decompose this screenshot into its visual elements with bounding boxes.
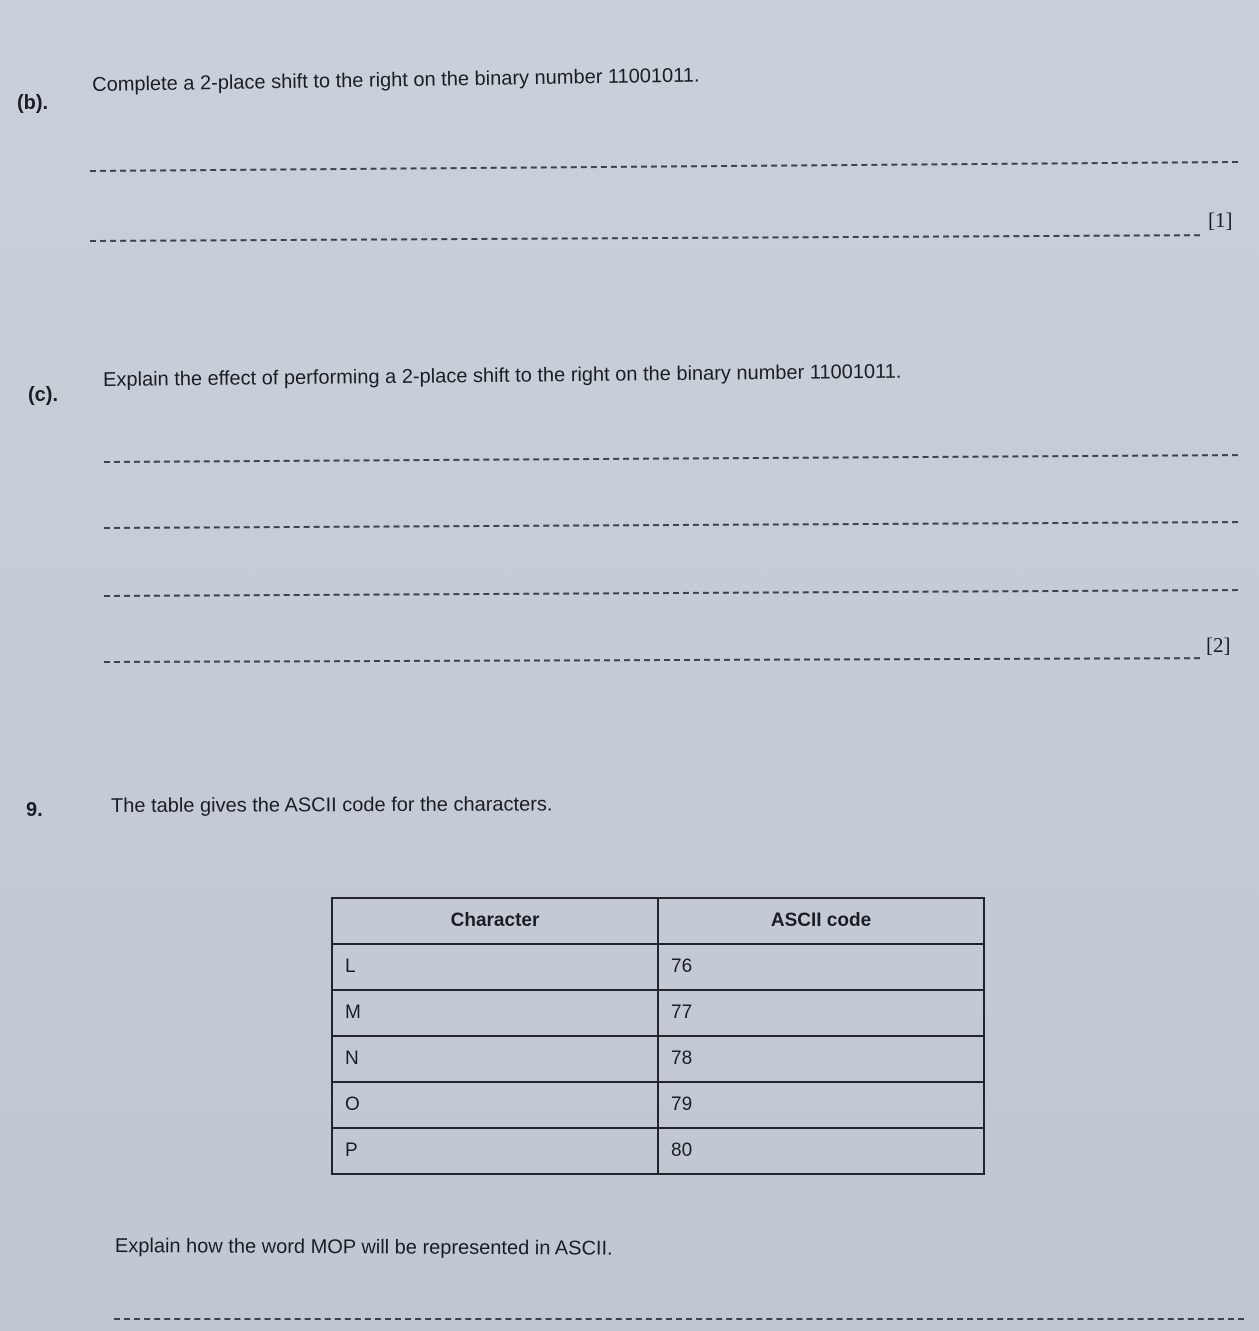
cell-ascii-code: 76 bbox=[658, 944, 984, 990]
question-b-number: (b). bbox=[17, 92, 49, 114]
question-b-text: Complete a 2-place shift to the right on the binary number 11001011. bbox=[92, 64, 700, 96]
table-row bbox=[332, 1128, 984, 1174]
ascii-table bbox=[331, 897, 985, 1175]
question-9-prompt: Explain how the word MOP will be represented in ASCII. bbox=[114, 1235, 613, 1260]
marks-b: [1] bbox=[1208, 208, 1233, 232]
cell-ascii-code: 79 bbox=[658, 1082, 984, 1128]
answer-line-c-1[interactable] bbox=[104, 454, 1238, 463]
answer-line-b-2[interactable] bbox=[90, 234, 1200, 242]
cell-ascii-code: 77 bbox=[658, 990, 984, 1036]
table-header-row bbox=[332, 898, 984, 944]
question-9-number: 9. bbox=[26, 799, 43, 821]
table-row bbox=[332, 1036, 984, 1082]
answer-line-b-1[interactable] bbox=[90, 161, 1238, 172]
cell-character: M bbox=[332, 990, 658, 1036]
cell-character: P bbox=[332, 1128, 658, 1174]
answer-line-9-1[interactable] bbox=[114, 1318, 1244, 1320]
table-row bbox=[332, 1082, 984, 1128]
header-ascii-code: ASCII code bbox=[658, 898, 984, 944]
cell-character: L bbox=[332, 944, 658, 990]
answer-line-c-2[interactable] bbox=[104, 521, 1238, 529]
cell-character: O bbox=[332, 1082, 658, 1128]
question-c-text: Explain the effect of performing a 2-place shift to the right on the binary number 11001011. bbox=[103, 360, 902, 391]
question-9-intro: The table gives the ASCII code for the characters. bbox=[111, 793, 553, 817]
cell-ascii-code: 78 bbox=[658, 1036, 984, 1082]
answer-line-c-3[interactable] bbox=[104, 589, 1238, 597]
cell-character: N bbox=[332, 1036, 658, 1082]
cell-ascii-code: 80 bbox=[658, 1128, 984, 1174]
answer-line-c-4[interactable] bbox=[104, 657, 1200, 663]
table-row bbox=[332, 990, 984, 1036]
question-c-number: (c). bbox=[28, 384, 58, 406]
marks-c: [2] bbox=[1206, 633, 1231, 657]
table-row bbox=[332, 944, 984, 990]
header-character: Character bbox=[332, 898, 658, 944]
